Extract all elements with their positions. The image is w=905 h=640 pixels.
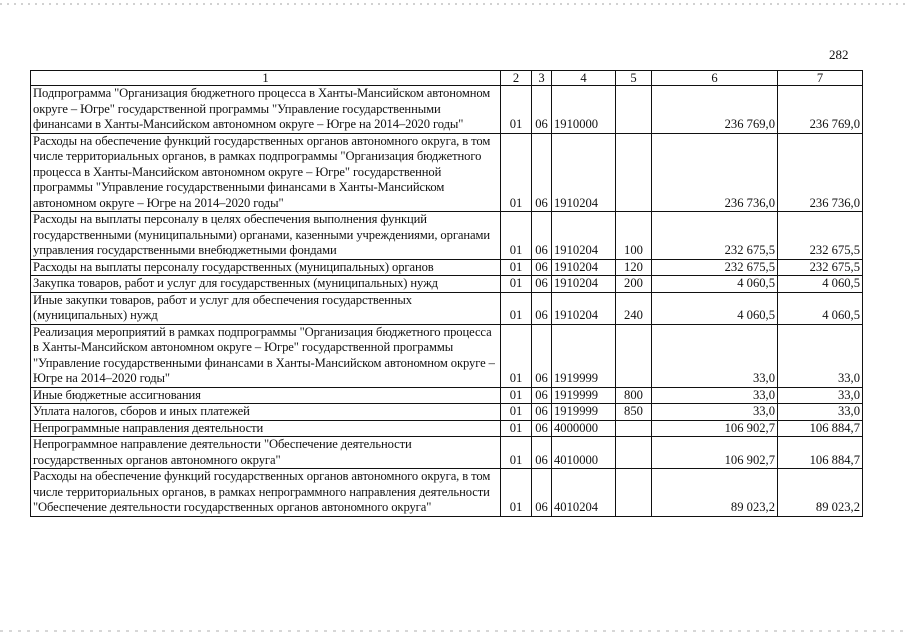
target-article-cell: 1919999 — [552, 404, 616, 421]
table-row — [31, 387, 863, 404]
target-article-cell: 1910204 — [552, 276, 616, 293]
section-code-cell: 01 — [501, 324, 532, 387]
amount-col7-cell: 236 769,0 — [778, 86, 863, 134]
header-col-4: 4 — [552, 71, 616, 86]
amount-col6-cell: 232 675,5 — [652, 212, 778, 260]
expense-type-cell — [616, 437, 652, 469]
amount-col7-cell: 236 736,0 — [778, 133, 863, 212]
amount-col7-cell: 4 060,5 — [778, 276, 863, 293]
row-name-cell: Расходы на выплаты персоналу в целях обеспечения выполнения функций государственными (муниципальными) органами, казенными учреждениями, органами управления государственными внебюджетными фондами — [31, 212, 501, 260]
section-code-cell: 01 — [501, 259, 532, 276]
table-row — [31, 292, 863, 324]
header-col-3: 3 — [532, 71, 552, 86]
expense-type-cell: 200 — [616, 276, 652, 293]
row-name-cell: Непрограммные направления деятельности — [31, 420, 501, 437]
section-code-cell: 01 — [501, 404, 532, 421]
table-row — [31, 420, 863, 437]
section-code-cell: 01 — [501, 387, 532, 404]
amount-col6-cell: 33,0 — [652, 324, 778, 387]
table-row — [31, 404, 863, 421]
row-name-cell: Закупка товаров, работ и услуг для государственных (муниципальных) нужд — [31, 276, 501, 293]
table-row — [31, 324, 863, 387]
amount-col6-cell: 236 769,0 — [652, 86, 778, 134]
row-name-cell: Реализация мероприятий в рамках подпрограммы "Организация бюджетного процесса в Ханты-Мансийском автономном округе – Югре" государственной программы "Управление государственными финансами в Ханты-Мансийском автономном округе – Югре на 2014–2020 годы" — [31, 324, 501, 387]
expense-type-cell: 800 — [616, 387, 652, 404]
amount-col6-cell: 232 675,5 — [652, 259, 778, 276]
subsection-code-cell: 06 — [532, 404, 552, 421]
scan-artifact-top — [0, 3, 905, 5]
amount-col6-cell: 106 902,7 — [652, 437, 778, 469]
row-name-cell: Уплата налогов, сборов и иных платежей — [31, 404, 501, 421]
row-name-cell: Расходы на обеспечение функций государственных органов автономного округа, в том числе территориальных органов, в рамках непрограммного направления деятельности "Обеспечение деятельности государственных органов автономного округа" — [31, 469, 501, 517]
expense-type-cell — [616, 420, 652, 437]
expense-type-cell: 120 — [616, 259, 652, 276]
amount-col6-cell: 33,0 — [652, 387, 778, 404]
section-code-cell: 01 — [501, 420, 532, 437]
page-number: 282 — [829, 47, 849, 62]
header-col-6: 6 — [652, 71, 778, 86]
subsection-code-cell: 06 — [532, 324, 552, 387]
table-row — [31, 276, 863, 293]
subsection-code-cell: 06 — [532, 212, 552, 260]
table-row — [31, 133, 863, 212]
target-article-cell: 1910204 — [552, 133, 616, 212]
subsection-code-cell: 06 — [532, 276, 552, 293]
amount-col7-cell: 33,0 — [778, 404, 863, 421]
section-code-cell: 01 — [501, 212, 532, 260]
target-article-cell: 1919999 — [552, 324, 616, 387]
target-article-cell: 1910204 — [552, 259, 616, 276]
amount-col6-cell: 236 736,0 — [652, 133, 778, 212]
expense-type-cell — [616, 86, 652, 134]
amount-col7-cell: 33,0 — [778, 387, 863, 404]
target-article-cell: 4000000 — [552, 420, 616, 437]
table-row — [31, 259, 863, 276]
subsection-code-cell: 06 — [532, 292, 552, 324]
target-article-cell: 1910000 — [552, 86, 616, 134]
amount-col6-cell: 4 060,5 — [652, 276, 778, 293]
scan-artifact-bottom — [0, 630, 905, 632]
amount-col6-cell: 33,0 — [652, 404, 778, 421]
table-header-row — [31, 71, 863, 86]
subsection-code-cell: 06 — [532, 420, 552, 437]
expense-type-cell: 850 — [616, 404, 652, 421]
budget-table — [30, 70, 863, 517]
amount-col7-cell: 232 675,5 — [778, 212, 863, 260]
target-article-cell: 1910204 — [552, 212, 616, 260]
amount-col6-cell: 4 060,5 — [652, 292, 778, 324]
target-article-cell: 4010204 — [552, 469, 616, 517]
amount-col6-cell: 106 902,7 — [652, 420, 778, 437]
subsection-code-cell: 06 — [532, 259, 552, 276]
row-name-cell: Иные бюджетные ассигнования — [31, 387, 501, 404]
section-code-cell: 01 — [501, 276, 532, 293]
amount-col7-cell: 232 675,5 — [778, 259, 863, 276]
expense-type-cell — [616, 324, 652, 387]
header-col-5: 5 — [616, 71, 652, 86]
expense-type-cell: 240 — [616, 292, 652, 324]
table-row — [31, 437, 863, 469]
amount-col6-cell: 89 023,2 — [652, 469, 778, 517]
subsection-code-cell: 06 — [532, 86, 552, 134]
subsection-code-cell: 06 — [532, 387, 552, 404]
section-code-cell: 01 — [501, 437, 532, 469]
row-name-cell: Расходы на обеспечение функций государственных органов автономного округа, в том числе территориальных органов, в рамках подпрограммы "Организация бюджетного процесса в Ханты-Мансийском автономном округе – Югре" государственной программы "Управление государственными финансами в Ханты-Мансийском автономном округе – Югре на 2014–2020 годы" — [31, 133, 501, 212]
expense-type-cell — [616, 133, 652, 212]
expense-type-cell: 100 — [616, 212, 652, 260]
header-col-1: 1 — [31, 71, 501, 86]
target-article-cell: 1919999 — [552, 387, 616, 404]
row-name-cell: Расходы на выплаты персоналу государственных (муниципальных) органов — [31, 259, 501, 276]
subsection-code-cell: 06 — [532, 469, 552, 517]
expense-type-cell — [616, 469, 652, 517]
amount-col7-cell: 106 884,7 — [778, 437, 863, 469]
row-name-cell: Подпрограмма "Организация бюджетного процесса в Ханты-Мансийском автономном округе – Югре" государственной программы "Управление государственными финансами в Ханты-Мансийском автономном округе – Югре на 2014–2020 годы" — [31, 86, 501, 134]
section-code-cell: 01 — [501, 292, 532, 324]
amount-col7-cell: 89 023,2 — [778, 469, 863, 517]
subsection-code-cell: 06 — [532, 437, 552, 469]
table-row — [31, 86, 863, 134]
row-name-cell: Непрограммное направление деятельности "Обеспечение деятельности государственных органов автономного округа" — [31, 437, 501, 469]
amount-col7-cell: 4 060,5 — [778, 292, 863, 324]
header-col-7: 7 — [778, 71, 863, 86]
subsection-code-cell: 06 — [532, 133, 552, 212]
table-row — [31, 212, 863, 260]
header-col-2: 2 — [501, 71, 532, 86]
section-code-cell: 01 — [501, 469, 532, 517]
table-row — [31, 469, 863, 517]
row-name-cell: Иные закупки товаров, работ и услуг для обеспечения государственных (муниципальных) нужд — [31, 292, 501, 324]
target-article-cell: 1910204 — [552, 292, 616, 324]
target-article-cell: 4010000 — [552, 437, 616, 469]
section-code-cell: 01 — [501, 86, 532, 134]
amount-col7-cell: 106 884,7 — [778, 420, 863, 437]
section-code-cell: 01 — [501, 133, 532, 212]
amount-col7-cell: 33,0 — [778, 324, 863, 387]
